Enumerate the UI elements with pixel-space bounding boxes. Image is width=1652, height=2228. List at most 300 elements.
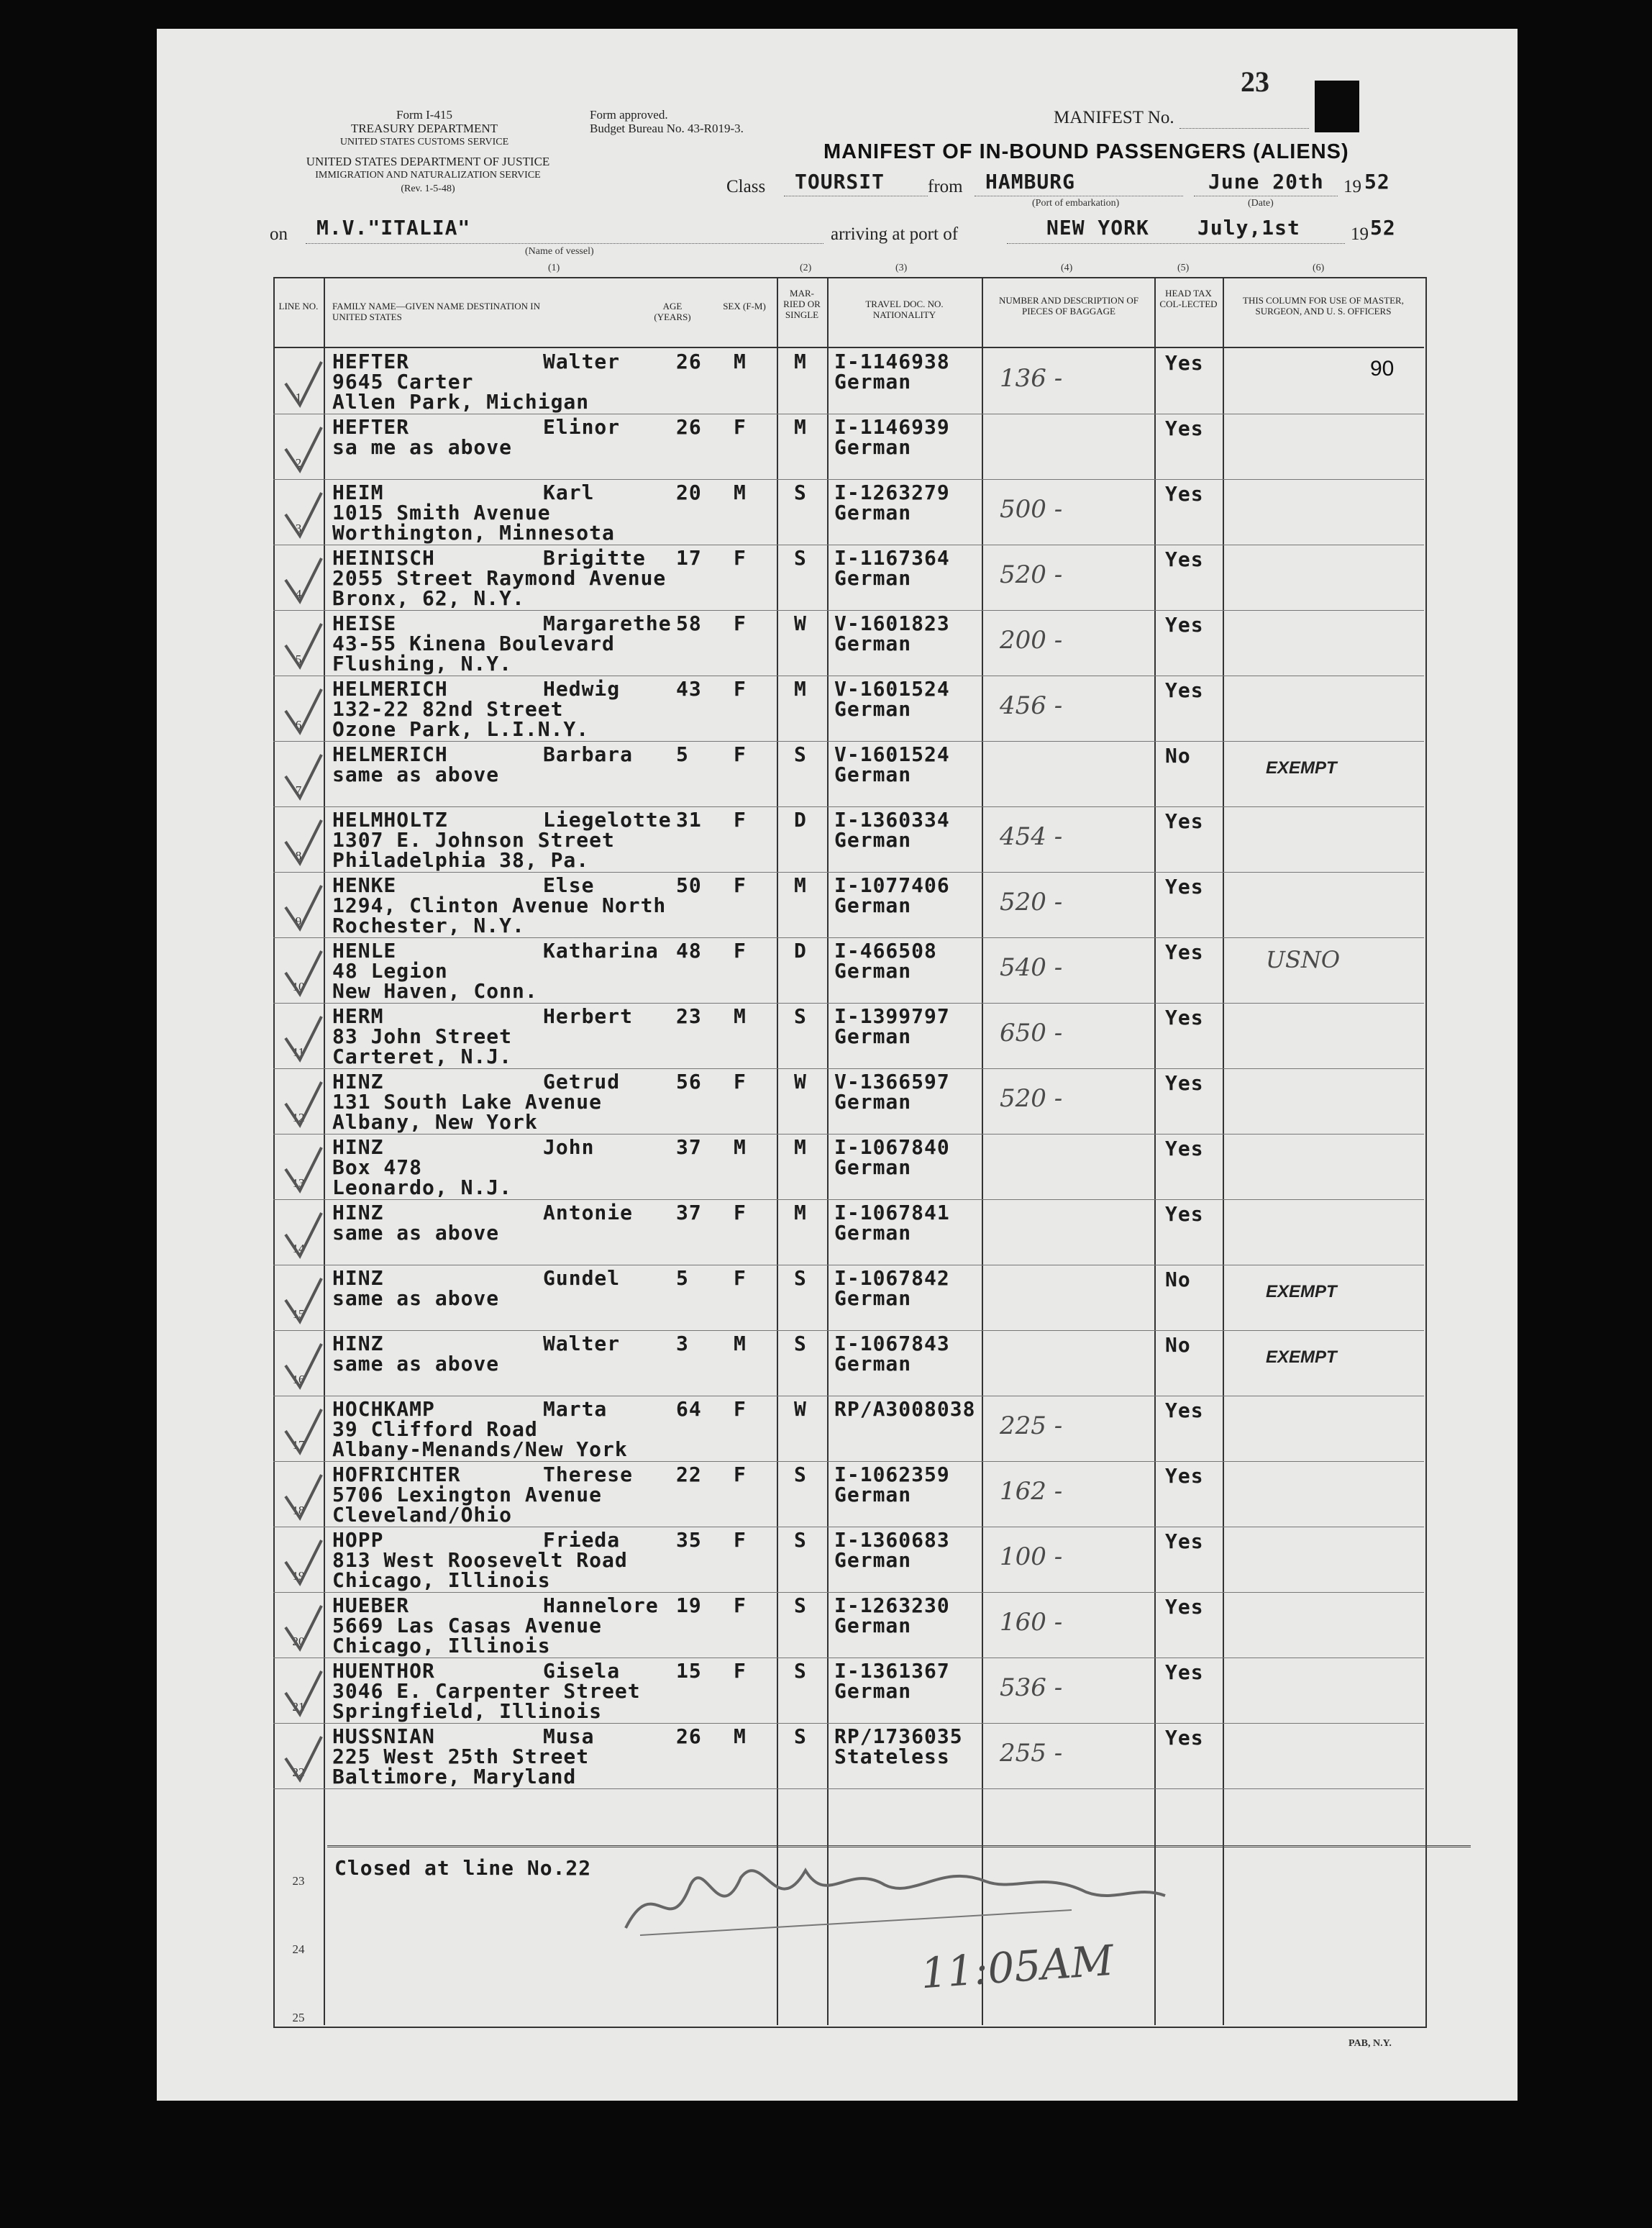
destination-line: Allen Park, Michigan bbox=[332, 390, 590, 414]
line-number: 23 bbox=[292, 1874, 305, 1888]
checkmark-icon bbox=[282, 1078, 325, 1129]
passenger-age: 22 bbox=[676, 1463, 702, 1486]
passenger-family-name: HEFTER bbox=[332, 350, 410, 373]
passenger-given-name: Hannelore bbox=[543, 1593, 659, 1617]
checkmark-icon bbox=[282, 1406, 325, 1456]
passenger-age: 35 bbox=[676, 1528, 702, 1552]
passenger-age: 37 bbox=[676, 1135, 702, 1159]
line-number: 24 bbox=[292, 1942, 305, 1956]
marital-status: M bbox=[794, 350, 807, 373]
destination-line: Springfield, Illinois bbox=[332, 1699, 603, 1723]
checkmark-icon bbox=[282, 489, 325, 540]
passenger-sex: F bbox=[734, 808, 747, 832]
nationality: German bbox=[834, 697, 912, 721]
row-rule bbox=[273, 1592, 1424, 1593]
row-rule bbox=[273, 1461, 1424, 1462]
form-id-block bbox=[316, 108, 532, 149]
column-rule bbox=[777, 277, 778, 2025]
line-number: 16 bbox=[292, 1373, 305, 1386]
line-number: 10 bbox=[292, 980, 305, 993]
year-value: 52 bbox=[1364, 170, 1390, 194]
travel-doc-number: I-1077406 bbox=[834, 873, 950, 897]
col-number: (2) bbox=[800, 263, 812, 273]
officer-note: USNO bbox=[1266, 946, 1341, 973]
passenger-age: 5 bbox=[676, 1266, 689, 1290]
passenger-age: 26 bbox=[676, 350, 702, 373]
passenger-given-name: Therese bbox=[543, 1463, 634, 1486]
officer-note: EXEMPT bbox=[1266, 758, 1337, 778]
passenger-sex: M bbox=[734, 481, 747, 504]
handwritten-time: 11:05AM bbox=[918, 1935, 1115, 1999]
col-number: (5) bbox=[1177, 263, 1190, 273]
destination-line: Box 478 bbox=[332, 1155, 423, 1179]
nationality: German bbox=[834, 1155, 912, 1179]
line-number: 21 bbox=[292, 1700, 305, 1714]
passenger-family-name: HERM bbox=[332, 1004, 384, 1028]
date-caption: (Date) bbox=[1248, 198, 1274, 209]
nationality: German bbox=[834, 632, 912, 655]
col-number: (1) bbox=[548, 263, 560, 273]
checkmark-icon bbox=[282, 1602, 325, 1652]
nationality: German bbox=[834, 1548, 912, 1572]
passenger-given-name: Barbara bbox=[543, 742, 634, 766]
passenger-age: 15 bbox=[676, 1659, 702, 1683]
nationality: German bbox=[834, 828, 912, 852]
passenger-given-name: Herbert bbox=[543, 1004, 634, 1028]
line-number: 19 bbox=[292, 1569, 305, 1583]
destination-line: same as above bbox=[332, 763, 500, 786]
destination-line: Chicago, Illinois bbox=[332, 1568, 551, 1592]
travel-doc-number: RP/1736035 bbox=[834, 1724, 963, 1748]
head-tax-collected: Yes bbox=[1165, 482, 1204, 506]
nationality: German bbox=[834, 894, 912, 917]
nationality: German bbox=[834, 501, 912, 524]
col-header-doc: TRAVEL DOC. NO. NATIONALITY bbox=[865, 299, 944, 320]
travel-doc-number: I-1167364 bbox=[834, 546, 950, 570]
destination-line: 39 Clifford Road bbox=[332, 1417, 538, 1441]
passenger-given-name: Frieda bbox=[543, 1528, 621, 1552]
passenger-family-name: HOCHKAMP bbox=[332, 1397, 435, 1421]
passenger-sex: F bbox=[734, 415, 747, 439]
head-tax-collected: No bbox=[1165, 1333, 1191, 1357]
head-tax-collected: Yes bbox=[1165, 678, 1204, 702]
marital-status: M bbox=[794, 873, 807, 897]
travel-doc-number: RP/A3008038 bbox=[834, 1397, 976, 1421]
line-number: 18 bbox=[292, 1504, 305, 1517]
passenger-family-name: HEFTER bbox=[332, 415, 410, 439]
passenger-age: 37 bbox=[676, 1201, 702, 1224]
destination-line: 1307 E. Johnson Street bbox=[332, 828, 615, 852]
destination-line: 43-55 Kinena Boulevard bbox=[332, 632, 615, 655]
col-header-tax: HEAD TAX COL-LECTED bbox=[1159, 288, 1218, 309]
marital-status: S bbox=[794, 1332, 807, 1355]
checkmark-icon bbox=[282, 1537, 325, 1587]
baggage-count: 520 - bbox=[1000, 1084, 1063, 1113]
baggage-count: 225 - bbox=[1000, 1411, 1063, 1440]
checkmark-icon bbox=[282, 1471, 325, 1522]
approval-block bbox=[590, 108, 744, 135]
head-tax-collected: Yes bbox=[1165, 1006, 1204, 1029]
passenger-age: 64 bbox=[676, 1397, 702, 1421]
line-number: 12 bbox=[292, 1111, 305, 1124]
from-label: from bbox=[928, 177, 963, 196]
passenger-family-name: HELMHOLTZ bbox=[332, 808, 448, 832]
line-number: 9 bbox=[295, 914, 302, 928]
passenger-sex: M bbox=[734, 1724, 747, 1748]
passenger-sex: F bbox=[734, 1528, 747, 1552]
arrival-year-value: 52 bbox=[1370, 216, 1396, 240]
agency-line: (Rev. 1-5-48) bbox=[401, 183, 455, 194]
destination-line: Worthington, Minnesota bbox=[332, 521, 615, 545]
row-rule bbox=[273, 1068, 1424, 1069]
nationality: German bbox=[834, 1090, 912, 1114]
destination-line: same as above bbox=[332, 1352, 500, 1376]
destination-line: 813 West Roosevelt Road bbox=[332, 1548, 628, 1572]
destination-line: same as above bbox=[332, 1221, 500, 1245]
travel-doc-number: I-1067843 bbox=[834, 1332, 950, 1355]
marital-status: M bbox=[794, 1201, 807, 1224]
head-tax-collected: Yes bbox=[1165, 1399, 1204, 1422]
passenger-age: 43 bbox=[676, 677, 702, 701]
travel-doc-number: I-1399797 bbox=[834, 1004, 950, 1028]
passenger-sex: F bbox=[734, 1201, 747, 1224]
inspector-signature-icon bbox=[611, 1842, 1172, 1950]
passenger-family-name: HEISE bbox=[332, 611, 397, 635]
col-header-line: LINE NO. bbox=[278, 301, 319, 312]
arrival-date-value: July,1st bbox=[1197, 216, 1300, 240]
passenger-age: 19 bbox=[676, 1593, 702, 1617]
destination-line: Cleveland/Ohio bbox=[332, 1503, 513, 1527]
passenger-sex: M bbox=[734, 1135, 747, 1159]
head-tax-collected: Yes bbox=[1165, 1464, 1204, 1488]
passenger-family-name: HEINISCH bbox=[332, 546, 435, 570]
head-tax-collected: Yes bbox=[1165, 547, 1204, 571]
marital-status: W bbox=[794, 1070, 807, 1093]
checkmark-icon bbox=[282, 620, 325, 670]
destination-line: 131 South Lake Avenue bbox=[332, 1090, 603, 1114]
col-header-sex: SEX (F-M) bbox=[723, 301, 766, 312]
passenger-family-name: HINZ bbox=[332, 1070, 384, 1093]
passenger-age: 23 bbox=[676, 1004, 702, 1028]
agency-line: UNITED STATES DEPARTMENT OF JUSTICE bbox=[306, 155, 550, 168]
nationality: German bbox=[834, 959, 912, 983]
line-number: 2 bbox=[295, 456, 302, 470]
destination-line: Philadelphia 38, Pa. bbox=[332, 848, 590, 872]
passenger-family-name: HUEBER bbox=[332, 1593, 410, 1617]
marital-status: W bbox=[794, 611, 807, 635]
column-rule bbox=[1223, 277, 1224, 2025]
arriving-label: arriving at port of bbox=[831, 224, 959, 244]
passenger-sex: F bbox=[734, 1659, 747, 1683]
class-label: Class bbox=[726, 177, 766, 196]
col-number: (4) bbox=[1061, 263, 1073, 273]
passenger-age: 56 bbox=[676, 1070, 702, 1093]
officer-note: 90 bbox=[1370, 357, 1395, 381]
line-number: 20 bbox=[292, 1634, 305, 1648]
passenger-family-name: HOFRICHTER bbox=[332, 1463, 461, 1486]
on-label: on bbox=[270, 224, 288, 244]
head-tax-collected: Yes bbox=[1165, 1595, 1204, 1619]
passenger-age: 31 bbox=[676, 808, 702, 832]
travel-doc-number: I-1067840 bbox=[834, 1135, 950, 1159]
passenger-given-name: Getrud bbox=[543, 1070, 621, 1093]
port-caption: (Port of embarkation) bbox=[1032, 198, 1120, 209]
marital-status: S bbox=[794, 1659, 807, 1683]
destination-line: Albany-Menands/New York bbox=[332, 1437, 628, 1461]
baggage-count: 162 - bbox=[1000, 1477, 1063, 1506]
corner-tab bbox=[1315, 81, 1359, 132]
officer-note: EXEMPT bbox=[1266, 1347, 1337, 1367]
passenger-given-name: Antonie bbox=[543, 1201, 634, 1224]
form-line: UNITED STATES CUSTOMS SERVICE bbox=[339, 137, 509, 147]
passenger-age: 58 bbox=[676, 611, 702, 635]
passenger-age: 20 bbox=[676, 481, 702, 504]
destination-line: Bronx, 62, N.Y. bbox=[332, 586, 525, 610]
passenger-sex: F bbox=[734, 742, 747, 766]
agency-block bbox=[266, 155, 590, 196]
printer-mark: PAB, N.Y. bbox=[1348, 2038, 1392, 2049]
nationality: German bbox=[834, 1679, 912, 1703]
checkmark-icon bbox=[282, 424, 325, 474]
destination-line: 3046 E. Carpenter Street bbox=[332, 1679, 641, 1703]
arrival-line bbox=[1007, 243, 1345, 244]
line-number: 3 bbox=[295, 522, 302, 535]
destination-line: 225 West 25th Street bbox=[332, 1745, 590, 1768]
passenger-given-name: Gundel bbox=[543, 1266, 621, 1290]
passenger-age: 17 bbox=[676, 546, 702, 570]
destination-line: Rochester, N.Y. bbox=[332, 914, 525, 937]
marital-status: S bbox=[794, 1266, 807, 1290]
passenger-sex: F bbox=[734, 611, 747, 635]
marital-status: S bbox=[794, 1593, 807, 1617]
travel-doc-number: I-1361367 bbox=[834, 1659, 950, 1683]
line-number: 6 bbox=[295, 718, 302, 732]
passenger-age: 26 bbox=[676, 415, 702, 439]
row-rule bbox=[273, 806, 1424, 807]
head-tax-collected: Yes bbox=[1165, 417, 1204, 440]
head-tax-collected: Yes bbox=[1165, 875, 1204, 899]
form-line: TREASURY DEPARTMENT bbox=[350, 122, 498, 135]
manifest-no-line bbox=[1179, 128, 1309, 129]
travel-doc-number: I-1067841 bbox=[834, 1201, 950, 1224]
from-value: HAMBURG bbox=[985, 170, 1076, 194]
passenger-sex: M bbox=[734, 1004, 747, 1028]
destination-line: Chicago, Illinois bbox=[332, 1634, 551, 1658]
agency-line: IMMIGRATION AND NATURALIZATION SERVICE bbox=[315, 170, 541, 181]
travel-doc-number: I-1067842 bbox=[834, 1266, 950, 1290]
passenger-sex: F bbox=[734, 1593, 747, 1617]
passenger-given-name: Marta bbox=[543, 1397, 608, 1421]
head-tax-collected: Yes bbox=[1165, 1202, 1204, 1226]
port-value: NEW YORK bbox=[1046, 216, 1149, 240]
passenger-age: 3 bbox=[676, 1332, 689, 1355]
arrival-year-prefix: 19 bbox=[1351, 224, 1369, 244]
checkmark-icon bbox=[282, 1013, 325, 1063]
checkmark-icon bbox=[282, 882, 325, 932]
checkmark-icon bbox=[282, 358, 325, 409]
passenger-given-name: Hedwig bbox=[543, 677, 621, 701]
vessel-value: M.V."ITALIA" bbox=[316, 216, 471, 240]
baggage-count: 200 - bbox=[1000, 626, 1063, 655]
nationality: German bbox=[834, 1221, 912, 1245]
line-number: 17 bbox=[292, 1438, 305, 1452]
line-number: 25 bbox=[292, 2011, 305, 2024]
passenger-given-name: Musa bbox=[543, 1724, 595, 1748]
destination-line: Flushing, N.Y. bbox=[332, 652, 513, 676]
passenger-age: 48 bbox=[676, 939, 702, 963]
passenger-family-name: HENKE bbox=[332, 873, 397, 897]
col-header-married: MAR-RIED OR SINGLE bbox=[783, 288, 821, 320]
destination-line: Leonardo, N.J. bbox=[332, 1176, 513, 1199]
head-tax-collected: Yes bbox=[1165, 1137, 1204, 1160]
passenger-family-name: HELMERICH bbox=[332, 677, 448, 701]
passenger-age: 50 bbox=[676, 873, 702, 897]
marital-status: S bbox=[794, 481, 807, 504]
marital-status: M bbox=[794, 1135, 807, 1159]
baggage-count: 500 - bbox=[1000, 495, 1063, 524]
line-number: 8 bbox=[295, 849, 302, 863]
travel-doc-number: I-1146938 bbox=[834, 350, 950, 373]
line-number: 1 bbox=[295, 391, 302, 404]
passenger-given-name: John bbox=[543, 1135, 595, 1159]
passenger-given-name: Elinor bbox=[543, 415, 621, 439]
passenger-family-name: HUENTHOR bbox=[332, 1659, 435, 1683]
baggage-count: 136 - bbox=[1000, 364, 1063, 393]
row-rule bbox=[273, 479, 1424, 480]
head-tax-collected: Yes bbox=[1165, 613, 1204, 637]
passenger-sex: F bbox=[734, 1397, 747, 1421]
line-number: 22 bbox=[292, 1765, 305, 1779]
checkmark-icon bbox=[282, 1209, 325, 1260]
nationality: German bbox=[834, 1352, 912, 1376]
page-number: 23 bbox=[1241, 65, 1269, 98]
row-rule bbox=[273, 741, 1424, 742]
destination-line: 48 Legion bbox=[332, 959, 448, 983]
nationality: German bbox=[834, 1024, 912, 1048]
passenger-given-name: Else bbox=[543, 873, 595, 897]
baggage-count: 100 - bbox=[1000, 1542, 1063, 1571]
row-rule bbox=[273, 1199, 1424, 1200]
passenger-given-name: Walter bbox=[543, 350, 621, 373]
passenger-family-name: HEIM bbox=[332, 481, 384, 504]
nationality: German bbox=[834, 1614, 912, 1637]
travel-doc-number: V-1601524 bbox=[834, 742, 950, 766]
destination-line: New Haven, Conn. bbox=[332, 979, 538, 1003]
destination-line: Ozone Park, L.I.N.Y. bbox=[332, 717, 590, 741]
passenger-age: 5 bbox=[676, 742, 689, 766]
marital-status: S bbox=[794, 1463, 807, 1486]
row-rule bbox=[273, 872, 1424, 873]
column-rule bbox=[827, 277, 829, 2025]
column-rule bbox=[982, 277, 983, 2025]
row-rule bbox=[273, 937, 1424, 938]
checkmark-icon bbox=[282, 1275, 325, 1325]
header-rule bbox=[273, 347, 1424, 348]
travel-doc-number: I-1263279 bbox=[834, 481, 950, 504]
marital-status: D bbox=[794, 808, 807, 832]
destination-line: 2055 Street Raymond Avenue bbox=[332, 566, 667, 590]
checkmark-icon bbox=[282, 947, 325, 998]
destination-line: Carteret, N.J. bbox=[332, 1045, 513, 1068]
col-header-officers: THIS COLUMN FOR USE OF MASTER, SURGEON, AND U. S. OFFICERS bbox=[1243, 295, 1404, 317]
line-number: 5 bbox=[295, 653, 302, 666]
col-number: (6) bbox=[1313, 263, 1325, 273]
passenger-sex: F bbox=[734, 939, 747, 963]
nationality: Stateless bbox=[834, 1745, 950, 1768]
head-tax-collected: Yes bbox=[1165, 940, 1204, 964]
col-header-baggage: NUMBER AND DESCRIPTION OF PIECES OF BAGGAGE bbox=[999, 295, 1138, 317]
passenger-age: 26 bbox=[676, 1724, 702, 1748]
destination-line: 1294, Clinton Avenue North bbox=[332, 894, 667, 917]
destination-line: Baltimore, Maryland bbox=[332, 1765, 577, 1788]
row-rule bbox=[273, 1134, 1424, 1135]
row-rule bbox=[273, 1788, 1424, 1789]
destination-line: 132-22 82nd Street bbox=[332, 697, 564, 721]
head-tax-collected: No bbox=[1165, 744, 1191, 768]
passenger-given-name: Brigitte bbox=[543, 546, 646, 570]
nationality: German bbox=[834, 1483, 912, 1506]
head-tax-collected: Yes bbox=[1165, 809, 1204, 833]
head-tax-collected: Yes bbox=[1165, 1071, 1204, 1095]
travel-doc-number: I-1360334 bbox=[834, 808, 950, 832]
marital-status: S bbox=[794, 1528, 807, 1552]
col-header-age: AGE (YEARS) bbox=[654, 301, 691, 322]
destination-line: same as above bbox=[332, 1286, 500, 1310]
passenger-given-name: Liegelotte bbox=[543, 808, 672, 832]
travel-doc-number: V-1601524 bbox=[834, 677, 950, 701]
passenger-family-name: HINZ bbox=[332, 1135, 384, 1159]
nationality: German bbox=[834, 435, 912, 459]
row-rule bbox=[273, 1330, 1424, 1331]
nationality: German bbox=[834, 763, 912, 786]
marital-status: M bbox=[794, 415, 807, 439]
nationality: German bbox=[834, 370, 912, 394]
row-rule bbox=[273, 610, 1424, 611]
passenger-sex: M bbox=[734, 350, 747, 373]
travel-doc-number: I-1146939 bbox=[834, 415, 950, 439]
passenger-family-name: HENLE bbox=[332, 939, 397, 963]
marital-status: S bbox=[794, 1004, 807, 1028]
column-rule bbox=[1154, 277, 1156, 2025]
head-tax-collected: Yes bbox=[1165, 1726, 1204, 1750]
passenger-sex: F bbox=[734, 546, 747, 570]
travel-doc-number: I-1062359 bbox=[834, 1463, 950, 1486]
passenger-sex: F bbox=[734, 873, 747, 897]
nationality: German bbox=[834, 566, 912, 590]
marital-status: S bbox=[794, 1724, 807, 1748]
passenger-given-name: Margarethe bbox=[543, 611, 672, 635]
form-line: Form I-415 bbox=[396, 108, 452, 122]
manifest-title: MANIFEST OF IN-BOUND PASSENGERS (ALIENS) bbox=[823, 140, 1349, 163]
vessel-caption: (Name of vessel) bbox=[525, 246, 594, 257]
checkmark-icon bbox=[282, 751, 325, 801]
passenger-family-name: HUSSNIAN bbox=[332, 1724, 435, 1748]
manifest-no-label: MANIFEST No. bbox=[1054, 108, 1174, 127]
head-tax-collected: Yes bbox=[1165, 351, 1204, 375]
baggage-count: 255 - bbox=[1000, 1739, 1063, 1768]
row-rule bbox=[273, 1003, 1424, 1004]
head-tax-collected: Yes bbox=[1165, 1660, 1204, 1684]
passenger-family-name: HELMERICH bbox=[332, 742, 448, 766]
approval-line: Budget Bureau No. 43-R019-3. bbox=[590, 122, 744, 135]
checkmark-icon bbox=[282, 555, 325, 605]
passenger-family-name: HOPP bbox=[332, 1528, 384, 1552]
destination-line: 1015 Smith Avenue bbox=[332, 501, 551, 524]
col-number: (3) bbox=[895, 263, 908, 273]
marital-status: S bbox=[794, 546, 807, 570]
destination-line: 83 John Street bbox=[332, 1024, 513, 1048]
head-tax-collected: No bbox=[1165, 1268, 1191, 1291]
